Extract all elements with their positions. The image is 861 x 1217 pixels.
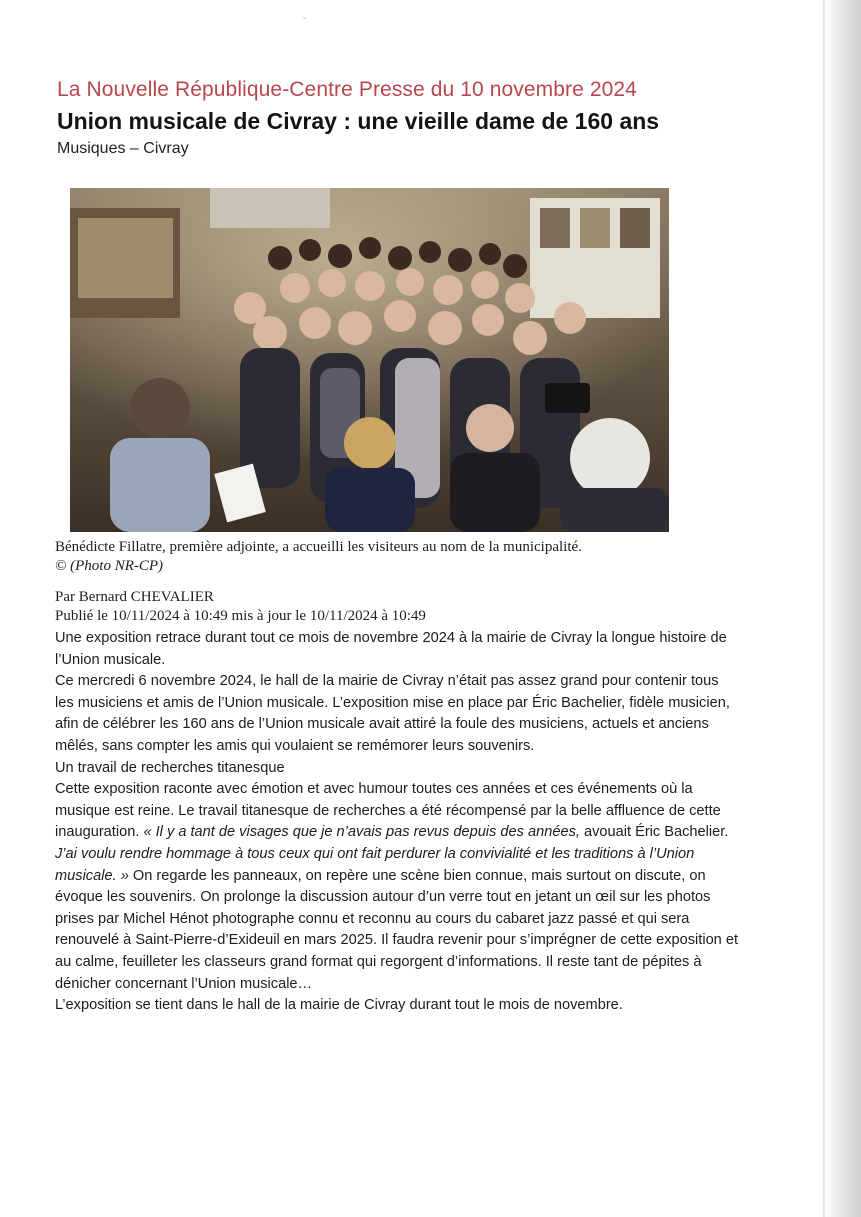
scan-edge-line — [823, 0, 825, 1217]
photo-caption-text: Bénédicte Fillatre, première adjointe, a accueilli les visiteurs au nom de la municipalité. — [55, 539, 582, 555]
article-closing: L’exposition se tient dans le hall de la mairie de Civray durant tout le mois de novembre. — [55, 997, 623, 1014]
article-body — [55, 628, 740, 1017]
article-paragraph-1: Ce mercredi 6 novembre 2024, le hall de la mairie de Civray n’était pas assez grand pour contenir tous les musiciens et amis de l’Union musicale. L’exposition mise en place par Éric Bachelier, fidèle musicien, afin de célébrer les 160 ans de l’Union musicale avait attiré la foule des musiciens, actuels et anciens mêlés, sans compter les amis qui voulaient se remémorer leurs souvenirs. — [55, 673, 730, 754]
article-source: La Nouvelle République-Centre Presse du 10 novembre 2024 — [57, 78, 637, 101]
crowd-photo-icon — [70, 188, 669, 532]
article-title: Union musicale de Civray : une vieille dame de 160 ans — [57, 108, 660, 134]
photo-caption — [55, 538, 775, 576]
article-intro: Une exposition retrace durant tout ce mois de novembre 2024 à la mairie de Civray la longue histoire de l’Union musicale. — [55, 630, 727, 668]
article-subheading: Un travail de recherches titanesque — [55, 759, 285, 776]
scan-speck: ˇ — [303, 16, 306, 26]
paragraph-2-part-1: Cette exposition raconte avec émotion et avec humour toutes ces années et ces événements où la musique est reine. Le travail titanesque de recherches a été récompensé par la belle affluence de cette inauguration. — [55, 781, 721, 841]
article-rubric: Musiques – Civray — [57, 140, 189, 157]
photo-credit: © (Photo NR-CP) — [55, 558, 164, 574]
quote-2: J’ai voulu rendre hommage à tous ceux qui ont fait perdurer la convivialité et les traditions à l’Union musicale. » — [55, 845, 695, 884]
article-photo — [70, 188, 669, 532]
article-paragraph-2 — [55, 779, 740, 995]
byline-published: Publié le 10/11/2024 à 10:49 mis à jour le 10/11/2024 à 10:49 — [55, 608, 426, 624]
paragraph-2-part-2: avouait Éric Bachelier. — [579, 824, 729, 841]
paragraph-2-part-3: On regarde les panneaux, on repère une scène bien connue, mais surtout on discute, on évoque les souvenirs. On prolonge la discussion autour d’un verre tout en jetant un œil sur les photos prises par Michel Hénot photographe connu et reconnu au cours du cabaret jazz passé et qui sera renouvelé à Saint-Pierre-d’Exideuil en mars 2025. Il faudra revenir pour s’imprégner de cette exposition et au calme, feuilleter les classeurs grand format qui regorgent d’informations. Il reste tant de pépites à dénicher concernant l’Union musicale… — [55, 867, 739, 992]
article-byline — [55, 588, 775, 626]
byline-author: Par Bernard CHEVALIER — [55, 589, 214, 605]
scan-page-edge — [823, 0, 861, 1217]
quote-1: « Il y a tant de visages que je n’avais pas revus depuis des années, — [143, 824, 580, 841]
